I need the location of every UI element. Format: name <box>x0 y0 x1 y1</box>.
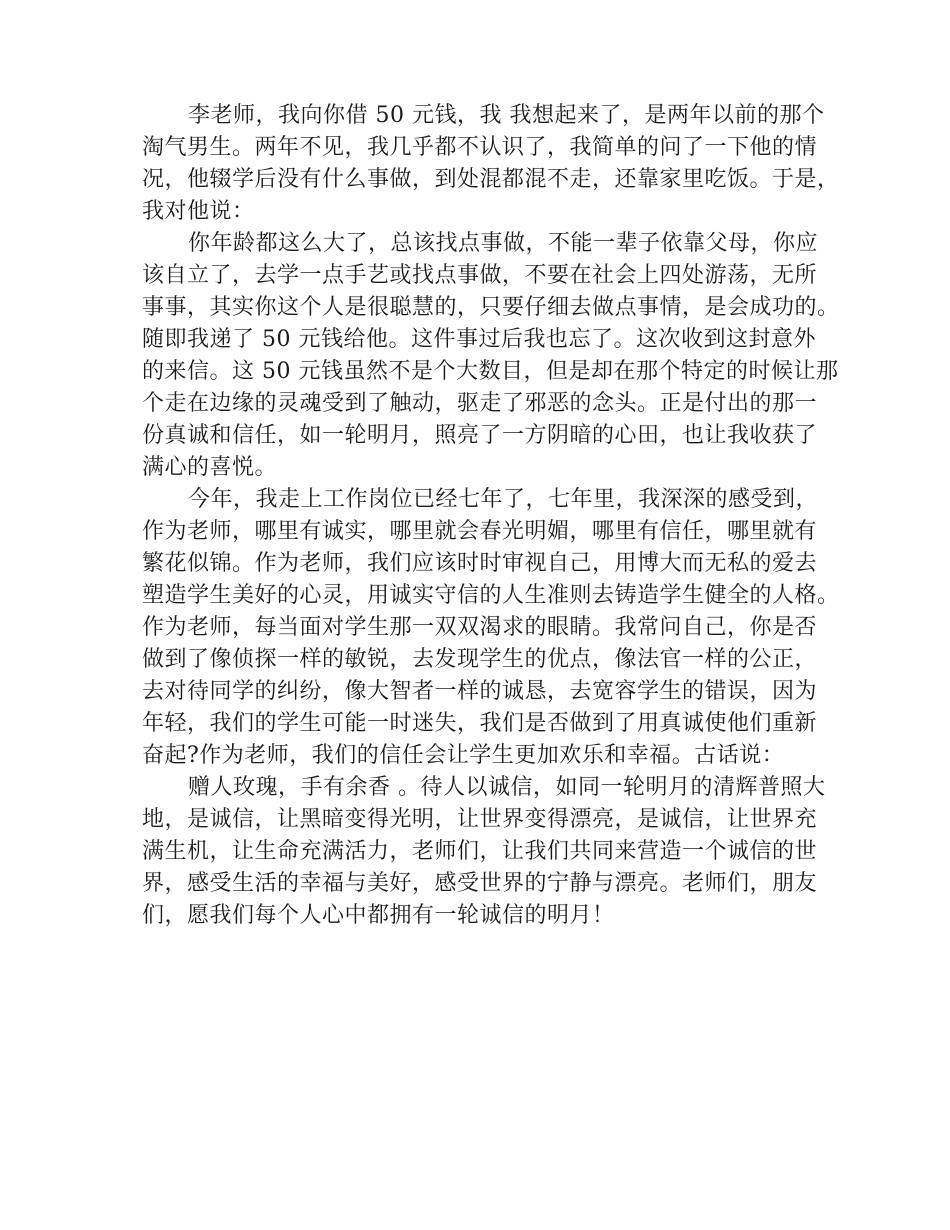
text-line: 况，他辍学后没有什么事做，到处混都混不走，还靠家里吃饭。于是， <box>142 167 840 192</box>
text-line: 今年，我走上工作岗位已经七年了，七年里，我深深的感受到， <box>188 487 819 512</box>
text-line: 随即我递了 50 元钱给他。这件事过后我也忘了。这次收到这封意外 <box>142 327 816 352</box>
text-line: 奋起?作为老师，我们的信任会让学生更加欢乐和幸福。古话说： <box>142 743 785 768</box>
text-line: 年轻，我们的学生可能一时迷失，我们是否做到了用真诚使他们重新 <box>142 711 818 736</box>
document-body <box>142 100 840 932</box>
text-line: 个走在边缘的灵魂受到了触动，驱走了邪恶的念头。正是付出的那一 <box>142 391 818 416</box>
text-line: 去对待同学的纠纷，像大智者一样的诚恳，去宽容学生的错误，因为 <box>142 679 818 704</box>
text-line: 份真诚和信任，如一轮明月，照亮了一方阴暗的心田，也让我收获了 <box>142 423 818 448</box>
text-line: 李老师，我向你借 50 元钱，我 我想起来了，是两年以前的那个 <box>188 103 825 128</box>
text-line: 的来信。这 50 元钱虽然不是个大数目，但是却在那个特定的时候让那 <box>142 359 839 384</box>
text-line: 们，愿我们每个人心中都拥有一轮诚信的明月！ <box>142 903 615 928</box>
text-line: 作为老师，每当面对学生那一双双渴求的眼睛。我常问自己，你是否 <box>142 615 818 640</box>
text-line: 作为老师，哪里有诚实，哪里就会春光明媚，哪里有信任，哪里就有 <box>142 519 818 544</box>
text-line: 塑造学生美好的心灵，用诚实守信的人生准则去铸造学生健全的人格。 <box>142 583 840 608</box>
text-line: 做到了像侦探一样的敏锐，去发现学生的优点，像法官一样的公正， <box>142 647 818 672</box>
text-line: 满心的喜悦。 <box>142 455 278 480</box>
text-line: 地，是诚信，让黑暗变得光明，让世界变得漂亮，是诚信，让世界充 <box>142 807 818 832</box>
text-line: 我对他说： <box>142 199 255 224</box>
text-line: 赠人玫瑰，手有余香 。待人以诚信，如同一轮明月的清辉普照大 <box>188 775 826 800</box>
text-line: 你年龄都这么大了，总该找点事做，不能一辈子依靠父母，你应 <box>188 231 819 256</box>
text-line: 事事，其实你这个人是很聪慧的，只要仔细去做点事情，是会成功的。 <box>142 295 840 320</box>
text-line: 满生机，让生命充满活力，老师们，让我们共同来营造一个诚信的世 <box>142 839 818 864</box>
text-line: 该自立了，去学一点手艺或找点事做，不要在社会上四处游荡，无所 <box>142 263 818 288</box>
text-line: 繁花似锦。作为老师，我们应该时时审视自己，用博大而无私的爱去 <box>142 551 818 576</box>
text-line: 淘气男生。两年不见，我几乎都不认识了，我简单的问了一下他的情 <box>142 135 818 160</box>
text-line: 界，感受生活的幸福与美好，感受世界的宁静与漂亮。老师们，朋友 <box>142 871 818 896</box>
